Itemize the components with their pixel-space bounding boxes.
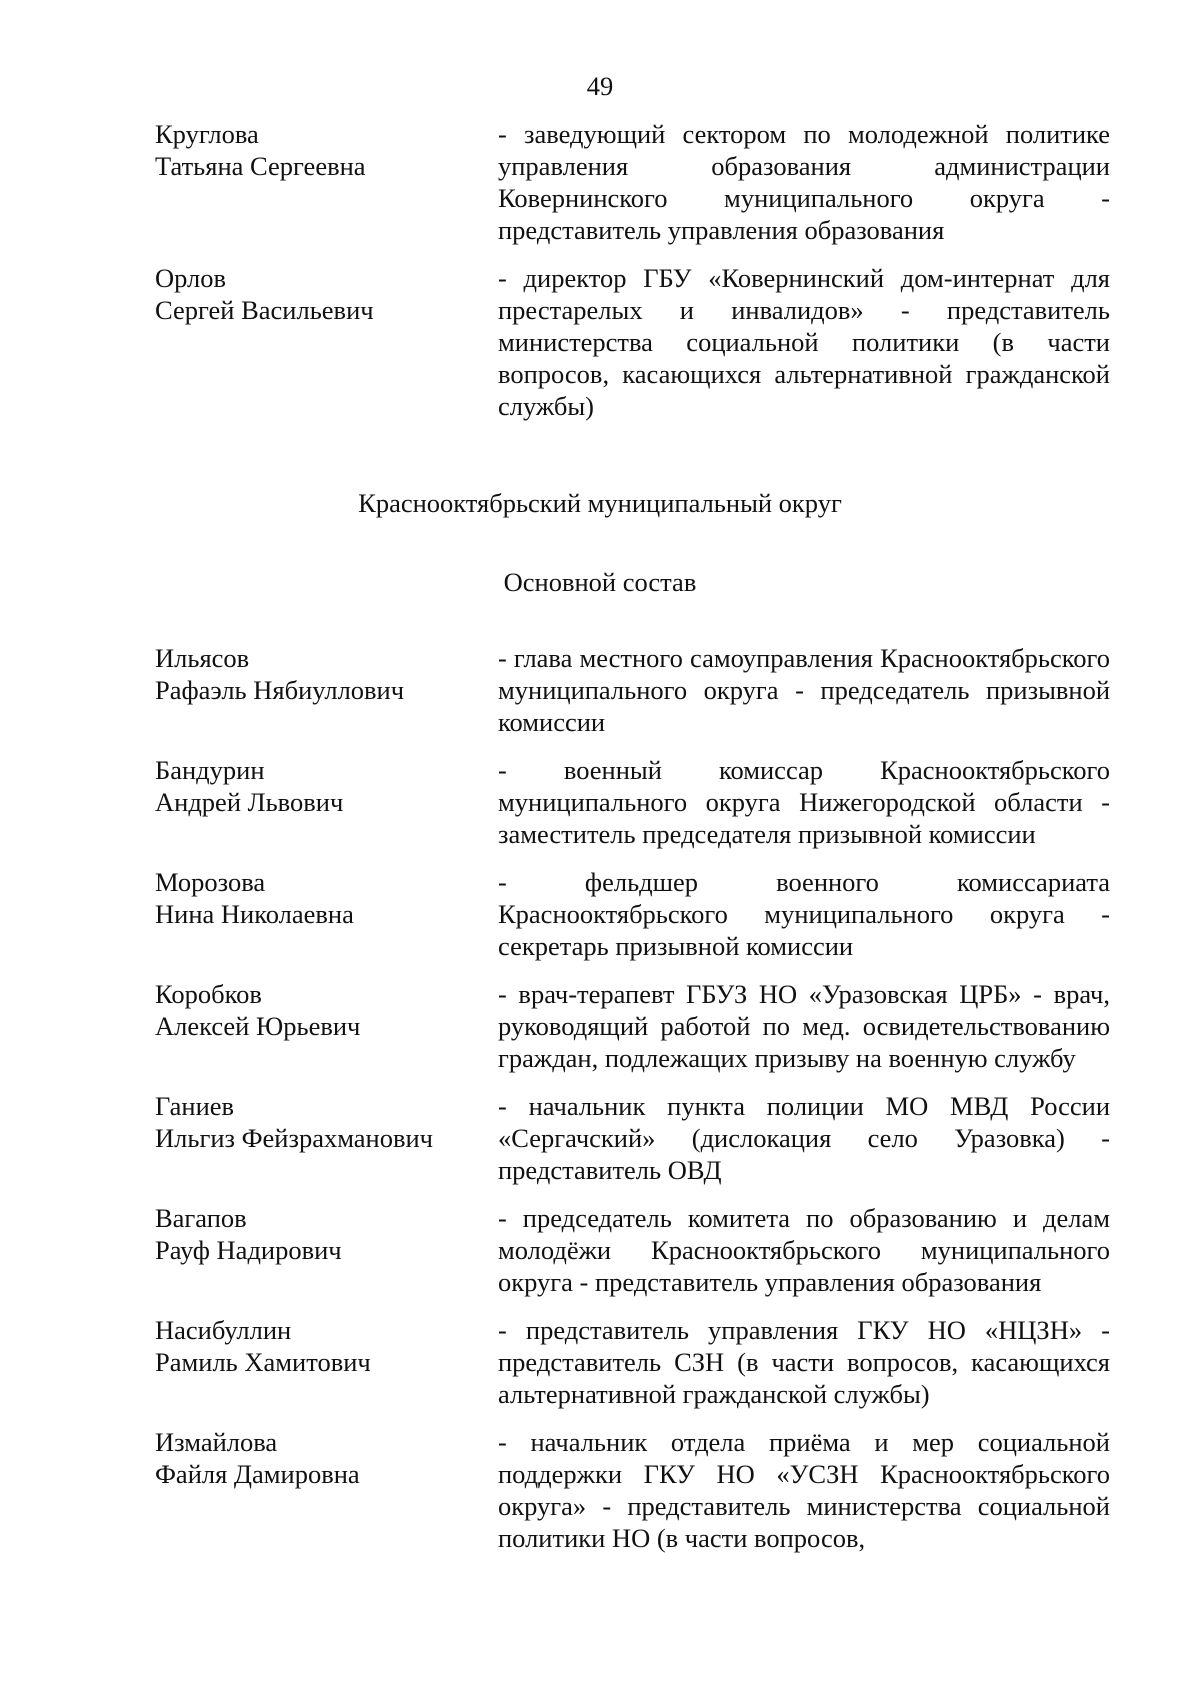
member-given-names: Алексей Юрьевич	[155, 1011, 361, 1041]
member-given-names: Нина Николаевна	[155, 899, 354, 929]
member-entry	[155, 866, 1110, 962]
member-given-names: Рафаэль Нябиуллович	[155, 675, 405, 705]
member-name	[155, 754, 498, 850]
member-surname: Насибуллин	[155, 1315, 292, 1345]
member-surname: Ильясов	[155, 643, 250, 673]
member-role: - врач-терапевт ГБУЗ НО «Уразовская ЦРБ» - врач, руководящий работой по мед. освидетельствованию граждан, подлежащих призыву на военную службу	[498, 979, 1110, 1073]
member-entry	[155, 754, 1110, 850]
member-name	[155, 1202, 498, 1298]
member-role: - военный комиссар Краснооктябрьского муниципального округа Нижегородской области - заместитель председателя призывной комиссии	[498, 755, 1110, 849]
composition-subtitle: Основной состав	[503, 567, 697, 597]
member-surname: Орлов	[155, 263, 227, 293]
member-name	[155, 866, 498, 962]
member-given-names: Андрей Львович	[155, 787, 344, 817]
prev-section-entries	[155, 118, 1110, 422]
member-name	[155, 1090, 498, 1186]
member-role: - начальник пункта полиции МО МВД России «Сергачский» (дислокация село Уразовка) - представитель ОВД	[498, 1091, 1110, 1185]
member-name	[155, 978, 498, 1074]
member-given-names: Ильгиз Фейзрахманович	[155, 1123, 434, 1153]
member-role: - начальник отдела приёма и мер социальной поддержки ГКУ НО «УСЗН Краснооктябрьского округа» - представитель министерства социальной политики НО (в части вопросов,	[498, 1427, 1110, 1553]
member-name	[155, 262, 498, 422]
member-entry	[155, 262, 1110, 422]
member-given-names: Сергей Васильевич	[155, 295, 374, 325]
member-surname: Круглова	[155, 119, 259, 149]
member-role: - председатель комитета по образованию и делам молодёжи Краснооктябрьского муниципального округа - представитель управления образования	[498, 1203, 1110, 1297]
member-entry	[155, 118, 1110, 246]
member-role: - глава местного самоуправления Краснооктябрьского муниципального округа - председатель призывной комиссии	[498, 643, 1110, 737]
member-surname: Коробков	[155, 979, 262, 1009]
member-entry	[155, 1090, 1110, 1186]
member-given-names: Рамиль Хамитович	[155, 1347, 371, 1377]
member-entry	[155, 978, 1110, 1074]
member-entry	[155, 1426, 1110, 1554]
member-name	[155, 1314, 498, 1410]
member-role: - заведующий сектором по молодежной политике управления образования администрации Ковернинского муниципального округа - представитель управления образования	[498, 119, 1110, 245]
member-surname: Бандурин	[155, 755, 265, 785]
member-entry	[155, 642, 1110, 738]
page-number: 49	[586, 71, 614, 101]
member-surname: Морозова	[155, 867, 266, 897]
member-surname: Измайлова	[155, 1427, 278, 1457]
member-surname: Вагапов	[155, 1203, 247, 1233]
member-entry	[155, 1202, 1110, 1298]
district-title: Краснооктябрьский муниципальный округ	[358, 488, 842, 518]
member-role: - представитель управления ГКУ НО «НЦЗН» - представитель СЗН (в части вопросов, касающихся альтернативной гражданской службы)	[498, 1315, 1110, 1409]
member-surname: Ганиев	[155, 1091, 235, 1121]
member-entry	[155, 1314, 1110, 1410]
member-given-names: Татьяна Сергеевна	[155, 151, 366, 181]
district-entries	[155, 642, 1110, 1554]
member-name	[155, 1426, 498, 1554]
member-role: - фельдшер военного комиссариата Краснооктябрьского муниципального округа - секретарь призывной комиссии	[498, 867, 1110, 961]
member-given-names: Рауф Надирович	[155, 1235, 342, 1265]
member-given-names: Файля Дамировна	[155, 1459, 360, 1489]
member-name	[155, 118, 498, 246]
member-name	[155, 642, 498, 738]
member-role: - директор ГБУ «Ковернинский дом-интернат для престарелых и инвалидов» - представитель министерства социальной политики (в части вопросов, касающихся альтернативной гражданской службы)	[498, 263, 1110, 421]
